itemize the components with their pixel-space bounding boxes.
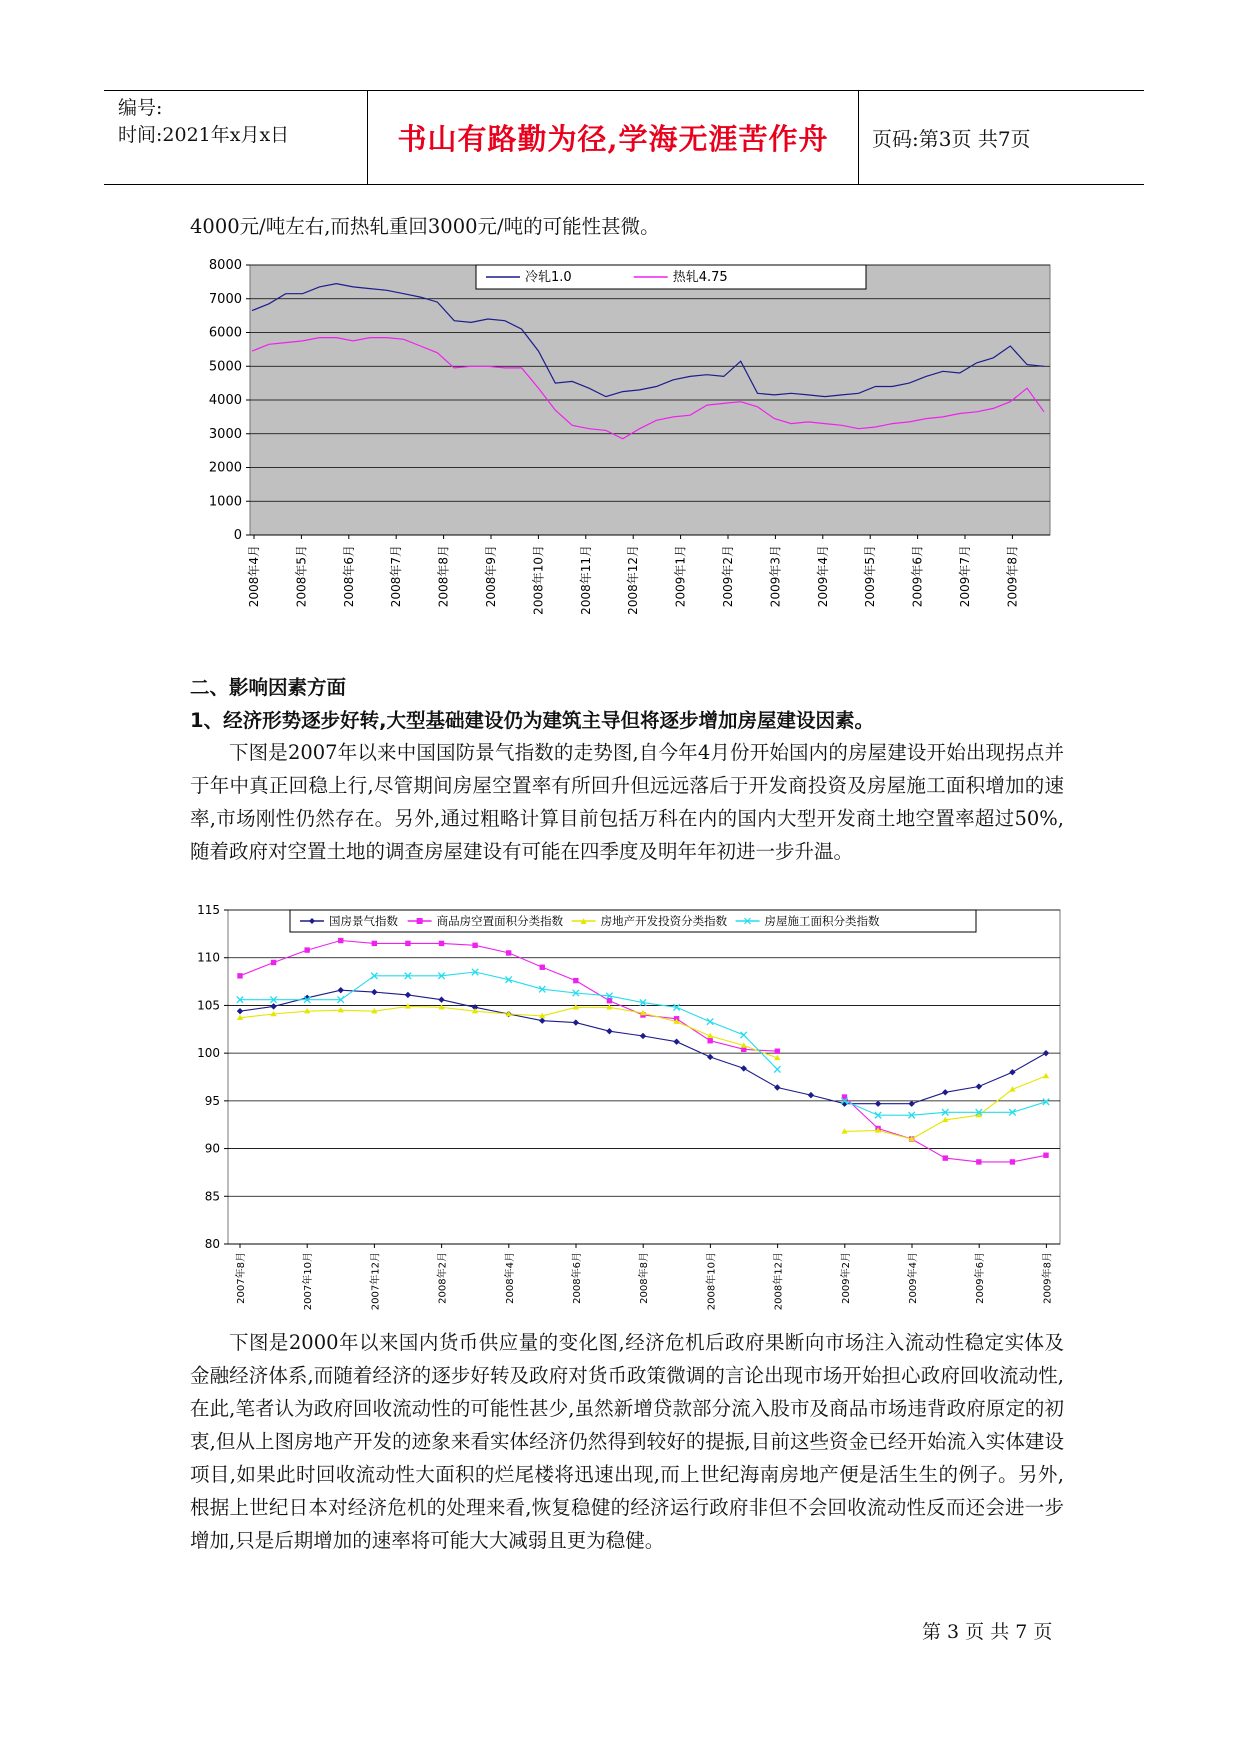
page-footer: 第 3 页 共 7 页 [922, 1621, 1053, 1643]
y-tick-label: 90 [204, 1141, 220, 1156]
x-tick-label: 2007年8月 [236, 1252, 247, 1304]
paragraph-1-text: 下图是2007年以来中国国防景气指数的走势图,自今年4月份开始国内的房屋建设开始出现拐点并于年中真正回稳上行,尽管期间房屋空置率有所回升但远远落后于开发商投资及房屋施工面积增加的速率,市场刚性仍然存在。另外,通过粗略计算目前包括万科在内的国内大型开发商土地空置率超过50%,随着政府对空置土地的调查房屋建设有可能在四季度及明年年初进一步升温。 [190, 741, 1064, 863]
x-tick-label: 2008年5月 [294, 545, 309, 608]
legend-label: 国房景气指数 [329, 914, 398, 928]
data-point [540, 965, 545, 970]
x-tick-label: 2009年4月 [815, 545, 830, 608]
y-tick-label: 95 [204, 1093, 220, 1108]
data-point [237, 973, 242, 978]
x-tick-label: 2007年12月 [370, 1252, 382, 1311]
y-tick-label: 100 [197, 1046, 220, 1061]
x-tick-label: 2009年3月 [768, 545, 783, 608]
data-point [338, 938, 343, 943]
x-tick-label: 2009年5月 [863, 545, 878, 608]
x-tick-label: 2008年6月 [572, 1252, 583, 1304]
page-header [104, 90, 1144, 185]
data-point [943, 1155, 948, 1160]
y-tick-label: 4000 [208, 393, 242, 408]
x-tick-label: 2008年6月 [341, 545, 356, 608]
y-tick-label: 6000 [208, 325, 242, 341]
x-tick-label: 2009年1月 [673, 545, 688, 608]
legend-label: 热轧4.75 [672, 270, 728, 285]
data-point [607, 998, 612, 1003]
header-number: 编号: [118, 97, 163, 119]
paragraph-1 [190, 736, 1064, 868]
x-tick-label: 2007年10月 [303, 1252, 315, 1311]
y-tick-label: 2000 [208, 460, 242, 476]
data-point [372, 941, 377, 946]
x-tick-label: 2009年6月 [910, 545, 925, 608]
housing-index-chart [180, 898, 1070, 1318]
data-point [707, 1038, 712, 1043]
y-tick-label: 8000 [208, 258, 242, 273]
data-point [1043, 1153, 1048, 1158]
data-point [472, 943, 477, 948]
x-tick-label: 2008年4月 [247, 545, 261, 608]
legend-label: 房屋施工面积分类指数 [764, 914, 880, 928]
x-tick-label: 2008年9月 [484, 545, 498, 608]
header-time: 时间:2021年x月x日 [118, 124, 290, 146]
paragraph-2-text: 下图是2000年以来国内货币供应量的变化图,经济危机后政府果断向市场注入流动性稳定实体及金融经济体系,而随着经济的逐步好转及政府对货币政策微调的言论出现市场开始担心政府回收流动性,在此,笔者认为政府回收流动性的可能性甚少,虽然新增贷款部分流入股市及商品市场违背政府原定的初衷,但从上图房地产开发的迹象来看实体经济仍然得到较好的提振,目前这些资金已经开始流入实体建设项目,如果此时回收流动性大面积的烂尾楼将迅速出现,而上世纪海南房地产便是活生生的例子。另外,根据上世纪日本对经济危机的处理来看,恢复稳健的经济运行政府非但不会回收流动性反而还会进一步增加,只是后期增加的速率将可能大大减弱且更为稳健。 [190, 1331, 1064, 1552]
header-meta [104, 91, 368, 184]
y-tick-label: 105 [197, 998, 220, 1013]
x-tick-label: 2008年10月 [531, 545, 546, 615]
legend-marker [417, 918, 423, 924]
x-tick-label: 2008年12月 [773, 1252, 785, 1311]
x-tick-label: 2009年8月 [1005, 545, 1020, 608]
paragraph-2 [190, 1326, 1064, 1557]
data-point [271, 960, 276, 965]
data-point [439, 941, 444, 946]
y-tick-label: 110 [197, 950, 220, 965]
data-point [304, 947, 309, 952]
y-tick-label: 85 [204, 1189, 220, 1204]
legend-label: 商品房空置面积分类指数 [436, 914, 564, 928]
x-tick-label: 2009年2月 [840, 1252, 852, 1304]
x-tick-label: 2009年4月 [908, 1252, 919, 1304]
x-tick-label: 2008年4月 [504, 1252, 516, 1304]
header-motto: 书山有路勤为径,学海无涯苦作舟 [368, 91, 859, 184]
y-tick-label: 115 [197, 903, 220, 917]
y-tick-label: 5000 [208, 359, 242, 375]
x-tick-label: 2008年8月 [639, 1252, 651, 1304]
legend-label: 冷轧1.0 [525, 270, 572, 285]
x-tick-label: 2009年8月 [1042, 1252, 1054, 1304]
x-tick-label: 2009年2月 [721, 545, 735, 608]
y-tick-label: 0 [233, 528, 242, 543]
x-tick-label: 2008年12月 [626, 545, 641, 615]
header-page-number: 页码:第3页 共7页 [872, 127, 1031, 151]
x-tick-label: 2008年10月 [706, 1252, 718, 1311]
data-point [775, 1049, 780, 1054]
section-title: 二、影响因素方面 [190, 676, 347, 699]
x-tick-label: 2008年11月 [578, 545, 593, 615]
y-tick-label: 7000 [208, 291, 242, 307]
x-tick-label: 2009年6月 [975, 1252, 987, 1304]
y-tick-label: 1000 [208, 494, 242, 510]
x-tick-label: 2008年8月 [436, 545, 451, 608]
data-point [1010, 1159, 1015, 1164]
x-tick-label: 2008年7月 [389, 545, 404, 608]
data-point [573, 978, 578, 983]
intro-line: 4000元/吨左右,而热轧重回3000元/吨的可能性甚微。 [190, 215, 660, 238]
y-tick-label: 3000 [208, 426, 242, 442]
data-point [405, 941, 410, 946]
data-point [976, 1159, 981, 1164]
data-point [506, 950, 511, 955]
y-tick-label: 80 [204, 1237, 220, 1251]
x-tick-label: 2008年2月 [437, 1252, 449, 1304]
x-tick-label: 2009年7月 [958, 545, 972, 608]
plot-area [228, 910, 1060, 1244]
steel-price-chart [170, 255, 1070, 635]
subsection-title: 1、经济形势逐步好转,大型基础建设仍为建筑主导但将逐步增加房屋建设因素。 [190, 709, 874, 732]
legend-label: 房地产开发投资分类指数 [600, 914, 728, 928]
